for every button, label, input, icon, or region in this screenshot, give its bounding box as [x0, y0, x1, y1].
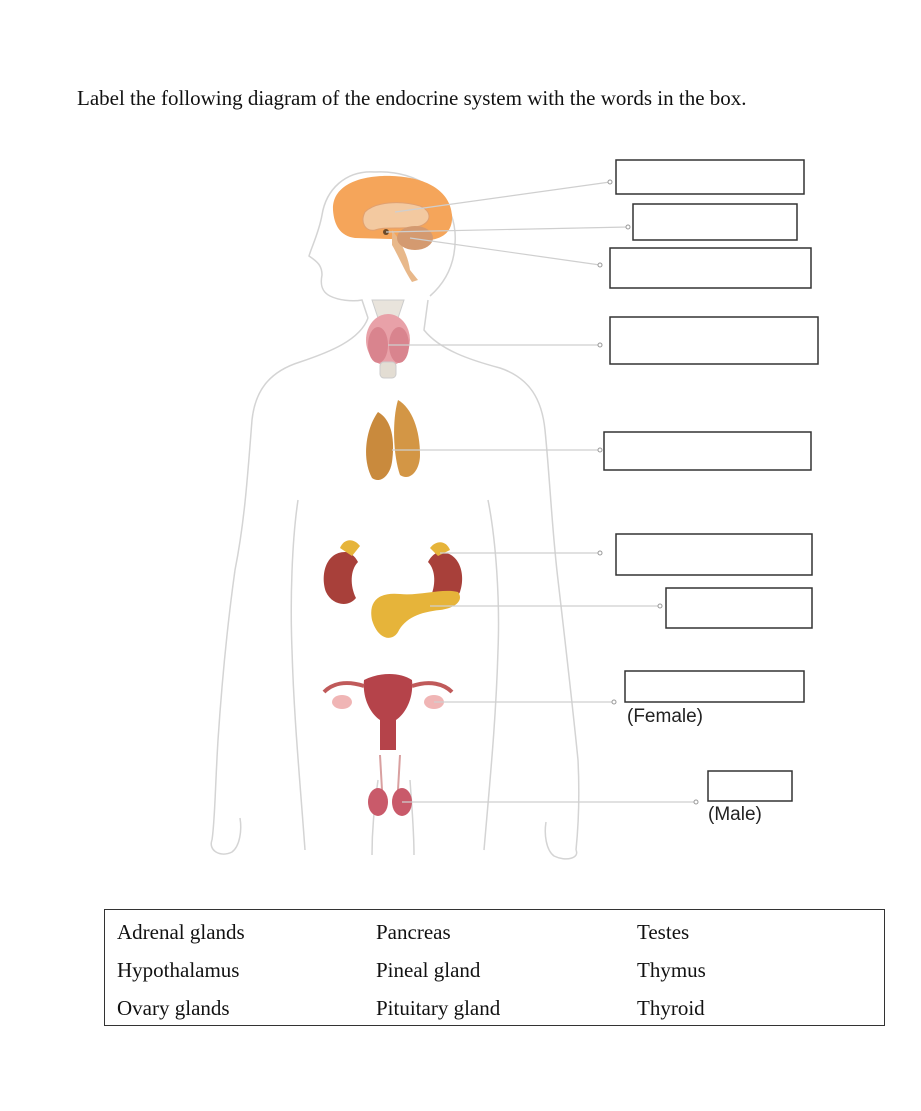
- word-thymus: Thymus: [637, 958, 706, 982]
- word-ovary-glands: Ovary glands: [117, 996, 230, 1020]
- answer-box-1[interactable]: [616, 160, 804, 194]
- word-adrenal-glands: Adrenal glands: [117, 920, 245, 944]
- answer-box-5[interactable]: [604, 432, 811, 470]
- answer-box-2[interactable]: [633, 204, 797, 240]
- word-pineal-gland: Pineal gland: [376, 958, 481, 982]
- thyroid-illustration: [366, 300, 410, 378]
- male-label: (Male): [708, 804, 762, 825]
- thymus-illustration: [366, 400, 420, 480]
- uterus-illustration: [324, 674, 452, 750]
- instruction-text: Label the following diagram of the endocrine system with the words in the box.: [77, 86, 747, 110]
- word-thyroid: Thyroid: [637, 996, 705, 1020]
- answer-box-male[interactable]: [708, 771, 792, 801]
- pancreas-illustration: [371, 591, 460, 638]
- word-pituitary-gland: Pituitary gland: [376, 996, 501, 1020]
- word-hypothalamus: Hypothalamus: [117, 958, 240, 982]
- word-testes: Testes: [637, 920, 690, 944]
- word-bank: [104, 909, 885, 1026]
- word-pancreas: Pancreas: [376, 920, 451, 944]
- brain-illustration: [333, 176, 452, 282]
- answer-box-7[interactable]: [666, 588, 812, 628]
- testes-illustration: [368, 755, 412, 816]
- answer-box-3[interactable]: [610, 248, 811, 288]
- answer-box-female[interactable]: [625, 671, 804, 702]
- answer-box-6[interactable]: [616, 534, 812, 575]
- female-label: (Female): [627, 706, 704, 727]
- body-outline: [211, 172, 579, 859]
- answer-box-4[interactable]: [610, 317, 818, 364]
